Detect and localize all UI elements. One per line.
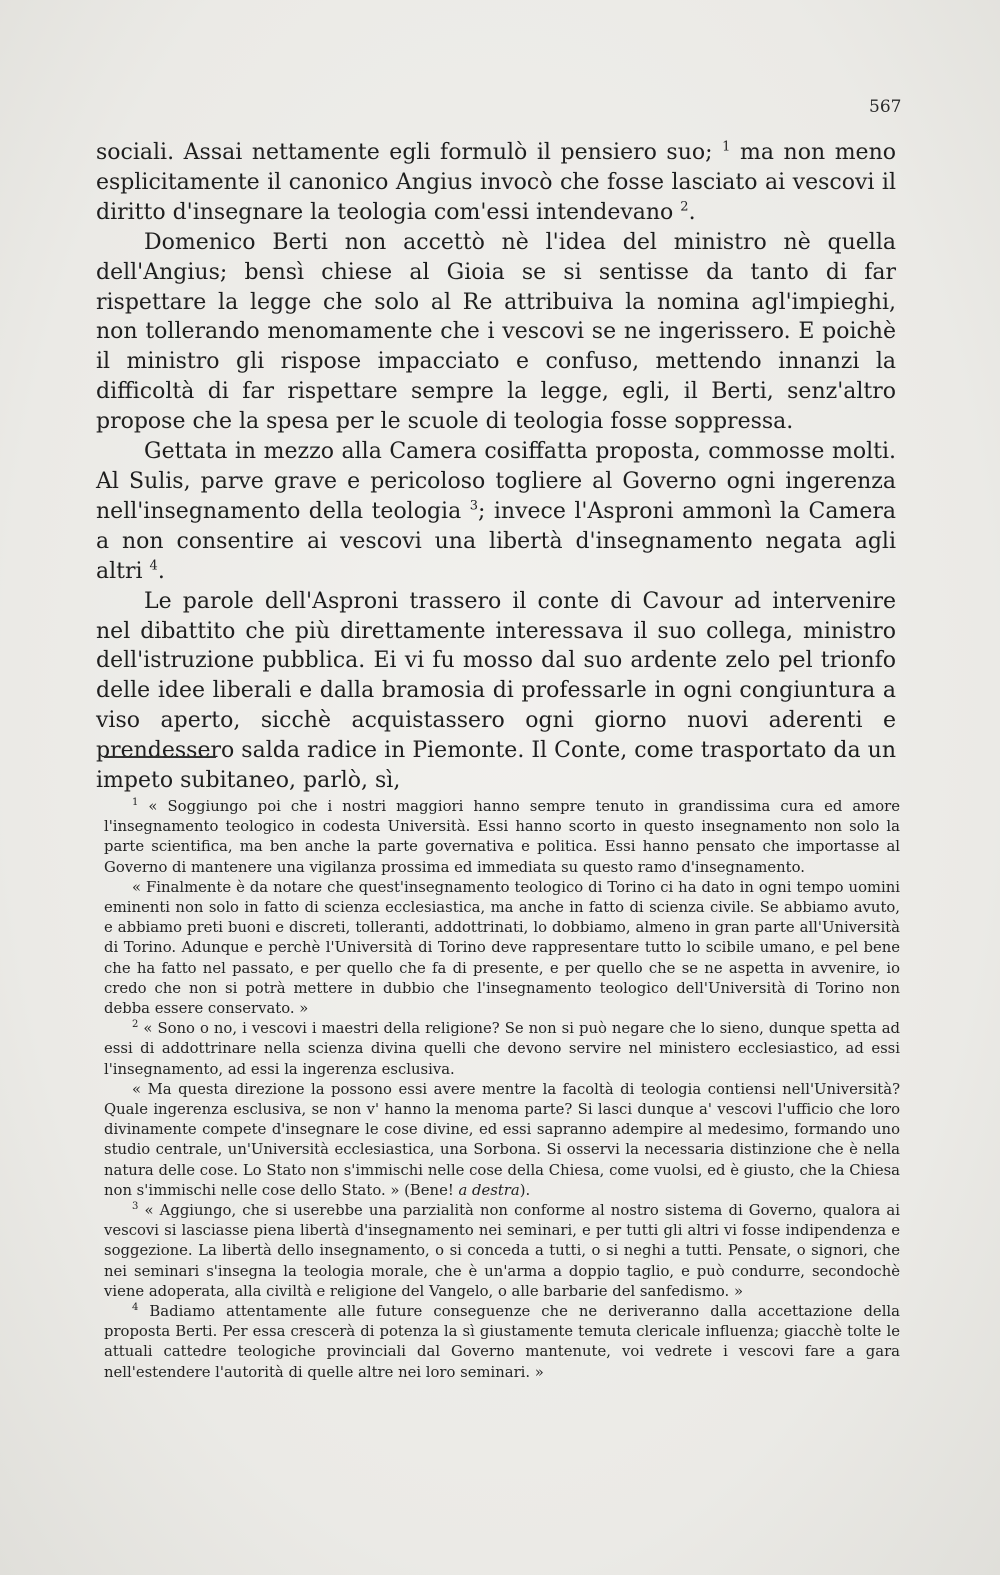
footnote-2b-emphasis: a destra: [458, 1181, 520, 1199]
paragraph-3: [96, 437, 896, 587]
paragraph-1-text-b: ma non meno esplicitamente il canonico Angius invocò che fosse lasciato ai vescovi il diritto d'insegnare la teologia com'essi intendevano: [96, 140, 896, 225]
footnote-2a-text: « Sono o no, i vescovi i maestri della religione? Se non si può negare che lo sieno, dunque spetta ad essi di addottrinare nella scienza divina quelli che devono servire nel ministero ecclesiastico, ad essi l'insegnamento, ad essi la ingerenza esclusiva.: [104, 1020, 900, 1078]
paragraph-4: Le parole dell'Asproni trassero il conte di Cavour ad intervenire nel dibattito che più direttamente interessava il suo collega, ministro dell'istruzione pubblica. Ei vi fu mosso dal suo ardente zelo pel trionfo delle idee liberali e dalla bramosia di professarle in ogni congiuntura a viso aperto, sicchè acquistassero ogni giorno nuovi aderenti e prendessero salda radice in Piemonte. Il Conte, come trasportato da un impeto subitaneo, parlò, sì,: [96, 588, 896, 794]
footnote-separator: [104, 756, 216, 758]
footnote-2b-end: ).: [519, 1181, 531, 1199]
footnotes: [104, 797, 900, 1383]
page-number: 567: [869, 97, 902, 117]
footnote-4-mark: 4: [132, 1302, 139, 1314]
footnote-2-mark: 2: [132, 1019, 139, 1031]
footnote-ref-2: 2: [680, 199, 689, 215]
footnote-4-text: Badiamo attentamente alle future conseguenze che ne deriveranno dalla accettazione della proposta Berti. Per essa crescerà di potenza la sì giustamente temuta clericale influenza; giacchè tolte le attuali cattedre teologiche provinciali dal Governo mantenute, voi vedrete i vescovi fare a gara nell'estendere l'autorità di quelle altre nei loro seminari. »: [104, 1303, 900, 1381]
footnote-ref-3: 3: [469, 498, 478, 514]
footnote-ref-4: 4: [149, 558, 158, 574]
paragraph-3-text-c: .: [157, 558, 165, 584]
paragraph-3-text-a: Gettata in mezzo alla Camera cosiffatta proposta, commosse molti. Al Sulis, parve grave e pericoloso togliere al Governo ogni ingerenza nell'insegnamento della teologia: [96, 439, 896, 524]
paragraph-1: [96, 138, 896, 228]
footnote-4: [104, 1302, 900, 1383]
footnote-2b-text: « Ma questa direzione la possono essi avere mentre la facoltà di teologia contiensi nell'Università? Quale ingerenza esclusiva, se non v' hanno la menoma parte? Si lasci dunque a' vescovi l'ufficio che loro divinamente compete d'insegnare le cose divine, ed essi sapranno adempire al medesimo, formando uno studio centrale, un'Università ecclesiastica, una Sorbona. Si osservi la necessaria distinzione che è nella natura delle cose. Lo Stato non s'immischi nelle cose della Chiesa, come vuolsi, ed è giusto, che la Chiesa non s'immischi nelle cose dello Stato. » (Bene!: [104, 1080, 900, 1199]
footnote-2b: [104, 1080, 900, 1201]
footnote-2a: [104, 1019, 900, 1080]
footnote-1a: [104, 797, 900, 878]
footnote-1a-text: « Soggiungo poi che i nostri maggiori hanno sempre tenuto in grandissima cura ed amore l'insegnamento teologico in codesta Università. Essi hanno scorto in questo insegnamento non solo la parte scientifica, ma ben anche la parte governativa e politica. Essi hanno pensato che importasse al Governo di mantenere una vigilanza prossima ed immediata su questo ramo d'insegnamento.: [104, 798, 900, 876]
paragraph-1-text-c: .: [688, 199, 696, 225]
footnote-3: [104, 1201, 900, 1302]
footnote-3-mark: 3: [132, 1201, 139, 1213]
footnote-1-mark: 1: [132, 797, 139, 809]
paragraph-2: Domenico Berti non accettò nè l'idea del ministro nè quella dell'Angius; bensì chiese al Gioia se si sentisse da tanto di far rispettare la legge che solo al Re attribuiva la nomina agl'impieghi, non tollerando menomamente che i vescovi se ne ingerissero. E poichè il ministro gli rispose impacciato e confuso, mettendo innanzi la difficoltà di far rispettare sempre la legge, egli, il Berti, senz'altro propose che la spesa per le scuole di teologia fosse soppressa.: [96, 229, 896, 435]
footnote-1b: « Finalmente è da notare che quest'insegnamento teologico di Torino ci ha dato in ogni tempo uomini eminenti non solo in fatto di scienza ecclesiastica, ma anche in fatto di scienza civile. Se abbiamo avuto, e abbiamo preti buoni e discreti, tolleranti, addottrinati, lo dobbiamo, almeno in gran parte all'Università di Torino. Adunque e perchè l'Università di Torino deve rappresentare tutto lo scibile umano, e pel bene che ha fatto nel passato, e per quello che fa di presente, e per quello che se ne aspetta in avvenire, io credo che non si potrà mettere in dubbio che l'insegnamento teologico dell'Università di Torino non debba essere conservato. »: [104, 878, 900, 1018]
paragraph-1-text-a: sociali. Assai nettamente egli formulò il pensiero suo;: [96, 140, 713, 165]
paragraph-3-text-b: ; invece l'Asproni ammonì la Camera a non consentire ai vescovi una libertà d'insegnamento negata agli altri: [96, 498, 896, 584]
footnote-3-text: « Aggiungo, che si userebbe una parzialità non conforme al nostro sistema di Governo, qualora ai vescovi si lasciasse piena libertà d'insegnamento nei seminari, e per tutti gli altri vi fosse indipendenza e soggezione. La libertà dello insegnamento, o si conceda a tutti, o si neghi a tutti. Pensate, o signori, che nei seminari s'insegna la teologia morale, che è un'arma a doppio taglio, e può condurre, secondochè viene adoperata, alla civiltà e religione del Vangelo, o alle barbarie del sanfedismo. »: [104, 1202, 900, 1300]
main-text: [96, 138, 896, 796]
footnote-ref-1: 1: [722, 139, 731, 155]
